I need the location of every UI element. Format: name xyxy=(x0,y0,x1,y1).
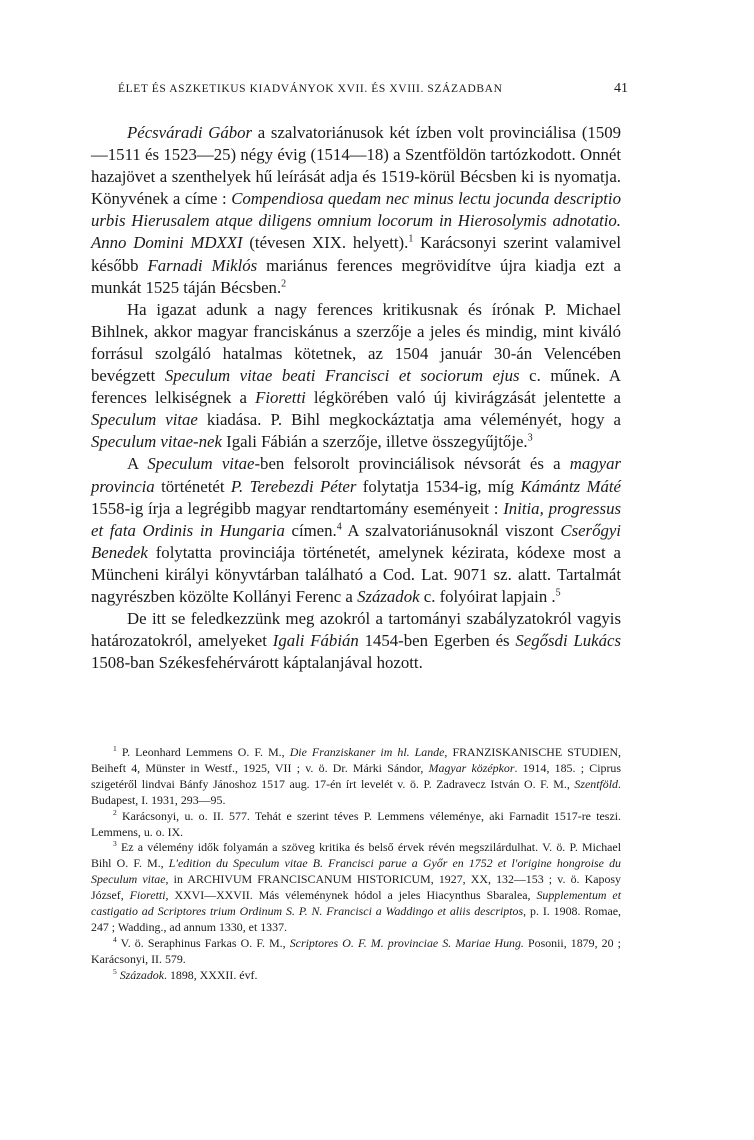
footnote xyxy=(91,840,621,935)
italic-text: Scriptores O. F. M. provinciae S. Mariae Hung. xyxy=(289,935,524,950)
italic-text: Segősdi Lukács xyxy=(515,631,621,651)
text-run: . 1914, 185. ; Ciprus szigetéről lindvai Bánfy Jánoshoz 1517 aug. 17-én írt levelét v. ö. P. Zadravecz István O. F. M., xyxy=(91,760,621,791)
italic-text: Szentföld xyxy=(574,776,619,791)
text-run: , p. I. 1908. Romae, 247 ; Wadding., ad annum 1330, et 1337. xyxy=(91,904,621,934)
paragraph xyxy=(91,122,621,299)
text-run: történetét xyxy=(154,476,231,496)
text-run: Posonii, 1879, 20 ; Karácsonyi, II. 579. xyxy=(91,935,621,966)
italic-text: Kámántz Máté xyxy=(520,476,622,496)
text-run: . Budapest, I. 1931, 293—95. xyxy=(91,776,621,807)
text-run: A szalvatoriánusoknál viszont xyxy=(341,520,561,540)
italic-text: Századok xyxy=(357,586,420,606)
text-run: 1558-ig írja a legrégibb magyar rendtartomány eseményeit : xyxy=(91,498,504,518)
italic-text: Fioretti xyxy=(129,888,166,903)
footnote-marker: 3 xyxy=(527,432,533,444)
text-run: -ben felsorolt provinciálisok névsorát és a xyxy=(254,454,570,474)
text-run: Ez a vélemény idők folyamán a szöveg kritika és belső érvek révén megszilárdulhat. V. ö. P. Michael Bihl O. F. M., xyxy=(91,840,621,871)
italic-text: Magyar középkor xyxy=(428,760,515,775)
footnote-marker: 5 xyxy=(555,587,561,599)
body-text xyxy=(91,122,621,674)
italic-text: Pécsváradi Gábor xyxy=(127,123,253,142)
footnote-marker: 1 xyxy=(408,233,414,245)
italic-text: Speculum vitae xyxy=(91,410,198,430)
footnote xyxy=(91,968,621,984)
footnote-marker: 3 xyxy=(113,839,117,849)
italic-text: Századok xyxy=(119,967,164,982)
text-run: folytatta provinciája történetét, amelynek kézirata, kódexe most a Müncheni királyi könyvtárban található a Cod. Lat. 9071 sz. alatt. Tartalmát nagyrészben közölte Kollányi Ferenc a xyxy=(91,542,621,606)
footnote xyxy=(91,936,621,968)
text-run: (tévesen XIX. helyett). xyxy=(242,233,409,253)
text-run: c. műnek. A ferences lelkiségnek a xyxy=(91,366,621,408)
italic-text: Igali Fábián xyxy=(272,631,359,651)
footnote-marker: 2 xyxy=(281,278,287,290)
footnote-marker: 1 xyxy=(113,744,117,754)
text-run: Karácsonyi, u. o. II. 577. Tehát e szerint téves P. Lemmens véleménye, aki Farnadit 1517-re teszi. Lemmens, u. o. IX. xyxy=(91,808,621,839)
text-run: V. ö. Seraphinus Farkas O. F. M., xyxy=(116,935,290,950)
text-run: címen. xyxy=(284,520,337,540)
footnote xyxy=(91,745,621,809)
text-run: c. folyóirat lapjain . xyxy=(419,586,556,606)
italic-text: P. Terebezdi Péter xyxy=(230,476,357,496)
text-run: a szalvatoriánusok két ízben volt provinciálisa (1509—1511 és 1523—25) négy évig (1514—18) a Szentföldön tartózkodott. Onnét hazajövet a szenthelyek hű leírását adja és 1519-körül Bécsben ki is nyomatja. Könyvének a címe : xyxy=(91,123,621,209)
italic-text: Fioretti xyxy=(255,388,306,408)
paragraph xyxy=(91,608,621,674)
italic-text: Initia, progressus et fata Ordinis in Hungaria xyxy=(91,498,622,540)
paragraph xyxy=(91,453,621,608)
paragraph xyxy=(91,299,621,454)
text-run: , FRANZISKANISCHE STUDIEN, Beiheft 4, Münster in Westf., 1925, VII ; v. ö. Dr. Márki Sándor, xyxy=(91,745,622,775)
text-run: De itt se feledkezzünk meg azokról a tartományi szabályzatokról vagyis határozatokról, amelyeket xyxy=(91,609,621,651)
footnote-marker: 4 xyxy=(113,934,117,944)
text-run: 1454-ben Egerben és xyxy=(358,631,516,651)
footnotes xyxy=(91,745,621,984)
footnote xyxy=(91,809,621,841)
italic-text: L'edition du Speculum vitae B. Francisci parue a Győr en 1752 et l'origine hongroise du Speculum vitae xyxy=(91,856,621,887)
italic-text: Speculum vitae xyxy=(147,454,255,474)
text-run: Karácsonyi szerint valamivel később xyxy=(91,233,621,275)
italic-text: magyar provincia xyxy=(91,454,621,496)
italic-text: Compendiosa quedam nec minus lectu jocunda descriptio urbis Hierusalem atque diligens omnium locorum in Hierosolymis adnotatio. Anno Domini MDXXI xyxy=(91,189,621,253)
text-run: kiadása. P. Bihl megkockáztatja ama véleményét, hogy a xyxy=(197,410,621,430)
page-number: 41 xyxy=(614,81,628,96)
italic-text: Cserőgyi Benedek xyxy=(91,520,621,562)
italic-text: Speculum vitae-nek xyxy=(91,432,222,452)
text-run: . 1898, XXXII. évf. xyxy=(164,967,258,982)
footnote-marker: 2 xyxy=(113,807,117,817)
italic-text: Supplementum et castigatio ad Scriptores trium Ordinum S. P. N. Francisci a Waddingo et aliis descriptos xyxy=(91,888,622,919)
text-run: , XXVI—XXVII. Más véleménynek hódol a jeles Hiacynthus Sbaralea, xyxy=(165,888,537,903)
text-run: Ha igazat adunk a nagy ferences kritikusnak és írónak P. Michael Bihlnek, akkor magyar franciskánus a szerzője a jeles és mindig, mint kiváló forrásul szolgáló hatalmas kötetnek, az 1504 január 30-án Velencében bevégzett xyxy=(91,299,621,386)
text-run: légkörében való új kivirágzását jelentette a xyxy=(305,388,621,408)
running-head xyxy=(118,81,628,97)
italic-text: Speculum vitae beati Francisci et sociorum ejus xyxy=(164,366,520,386)
running-head-title: ÉLET ÉS ASZKETIKUS KIADVÁNYOK XVII. ÉS XVIII. SZÁZADBAN xyxy=(118,83,503,95)
text-run: Igali Fábián a szerzője, illetve összegyűjtője. xyxy=(221,432,528,452)
text-run: , in ARCHIVUM FRANCISCANUM HISTORICUM, 1927, XX, 132—153 ; v. ö. Kaposy József, xyxy=(91,872,621,903)
text-run: P. Leonhard Lemmens O. F. M., xyxy=(116,745,290,759)
italic-text: Farnadi Miklós xyxy=(147,255,258,275)
italic-text: Die Franziskaner im hl. Lande xyxy=(289,745,445,759)
text-run: 1508-ban Székesfehérvárott káptalanjával hozott. xyxy=(91,653,423,673)
text-run: A xyxy=(127,454,148,474)
footnote-marker: 5 xyxy=(113,966,117,976)
text-run: folytatja 1534-ig, míg xyxy=(356,476,521,496)
footnote-marker: 4 xyxy=(336,521,342,533)
text-run: mariánus ferences megrövidítve újra kiadja ezt a munkát 1525 táján Bécsben. xyxy=(91,255,621,297)
